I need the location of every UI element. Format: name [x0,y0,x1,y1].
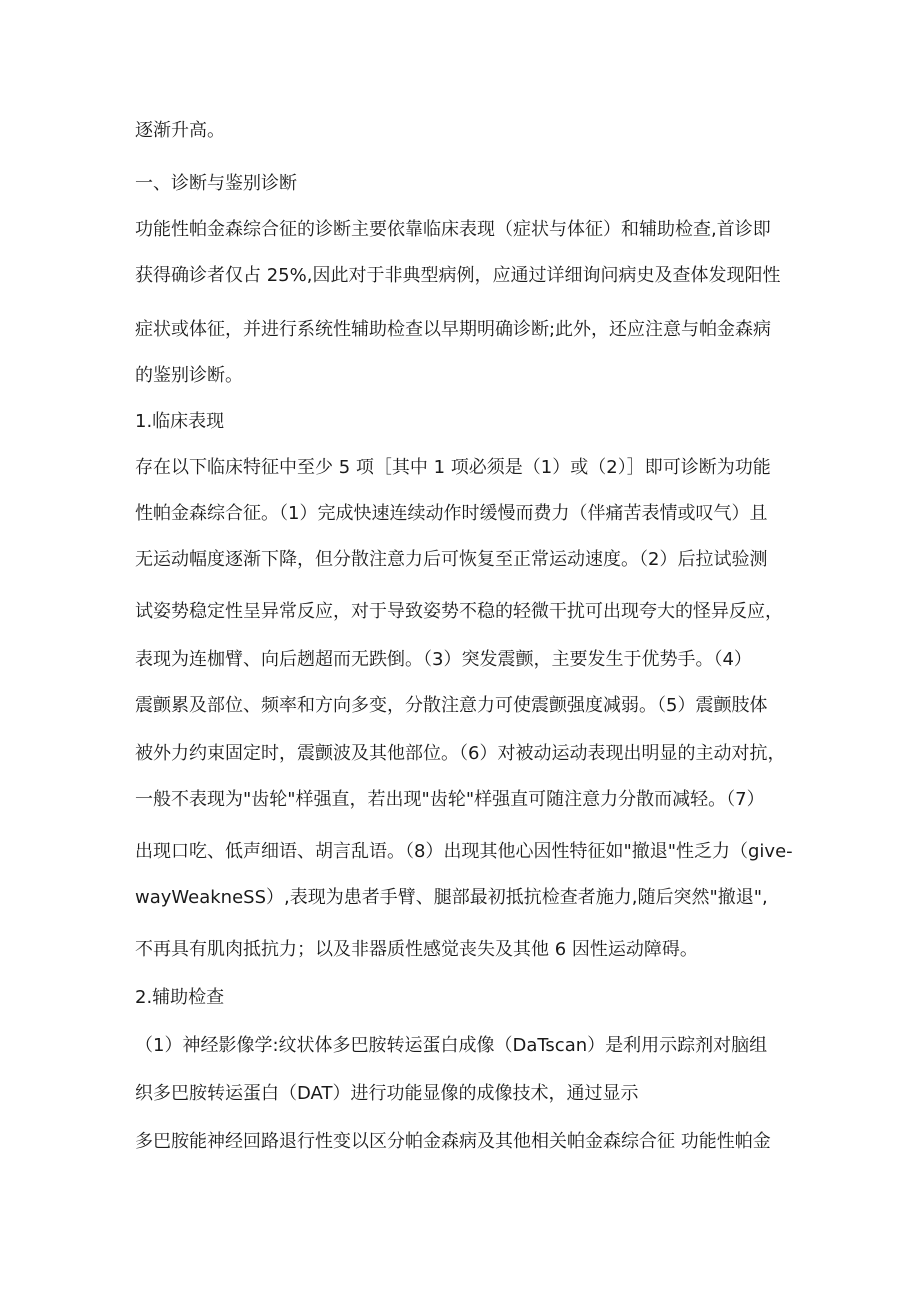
text-line: 无运动幅度逐渐下降，但分散注意力后可恢复至正常运动速度。（2）后拉试验测 [135,549,768,570]
text-line: 出现口吃、低声细语、胡言乱语。（8）出现其他心因性特征如"撤退"性乏力（give- [135,841,793,862]
text-line: 被外力约束固定时，震颤波及其他部位。（6）对被动运动表现出明显的主动对抗， [135,743,786,764]
text-line: 不再具有肌肉抵抗力；以及非器质性感觉丧失及其他 6 因性运动障碍。 [135,939,698,960]
text-line: 功能性帕金森综合征的诊断主要依靠临床表现（症状与体征）和辅助检查,首诊即 [135,219,771,240]
subsection-heading: 1.临床表现 [135,411,225,432]
text-line: 试姿势稳定性呈异常反应，对于导致姿势不稳的轻微干扰可出现夸大的怪异反应， [135,601,783,622]
text-line: （1）神经影像学:纹状体多巴胺转运蛋白成像（DaTscan）是利用示踪剂对脑组 [135,1035,768,1056]
section-heading: 一、诊断与鉴别诊断 [135,173,297,194]
text-line: 一般不表现为"齿轮"样强直，若出现"齿轮"样强直可随注意力分散而减轻。（7） [135,789,765,810]
text-line: 症状或体征，并进行系统性辅助检查以早期明确诊断;此外，还应注意与帕金森病 [135,319,772,340]
text-line: 存在以下临床特征中至少 5 项［其中 1 项必须是（1）或（2）］即可诊断为功能 [135,457,771,478]
text-line: 获得确诊者仅占 25%,因此对于非典型病例，应通过详细询问病史及查体发现阳性 [135,265,781,286]
text-line: wayWeakneSS）,表现为患者手臂、腿部最初抵抗检查者施力,随后突然"撤退", [135,887,768,908]
text-line: 表现为连枷臂、向后趔超而无跌倒。（3）突发震颤，主要发生于优势手。（4） [135,649,752,670]
text-line: 织多巴胺转运蛋白（DAT）进行功能显像的成像技术，通过显示 [135,1083,639,1104]
text-line: 的鉴别诊断。 [135,365,243,386]
text-line: 性帕金森综合征。（1）完成快速连续动作时缓慢而费力（伴痛苦表情或叹气）且 [135,503,768,524]
subsection-heading: 2.辅助检查 [135,987,225,1008]
text-line: 震颤累及部位、频率和方向多变，分散注意力可使震颤强度减弱。（5）震颤肢体 [135,695,768,716]
text-line: 逐渐升高。 [135,120,225,141]
text-line: 多巴胺能神经回路退行性变以区分帕金森病及其他相关帕金森综合征 功能性帕金 [135,1131,771,1152]
